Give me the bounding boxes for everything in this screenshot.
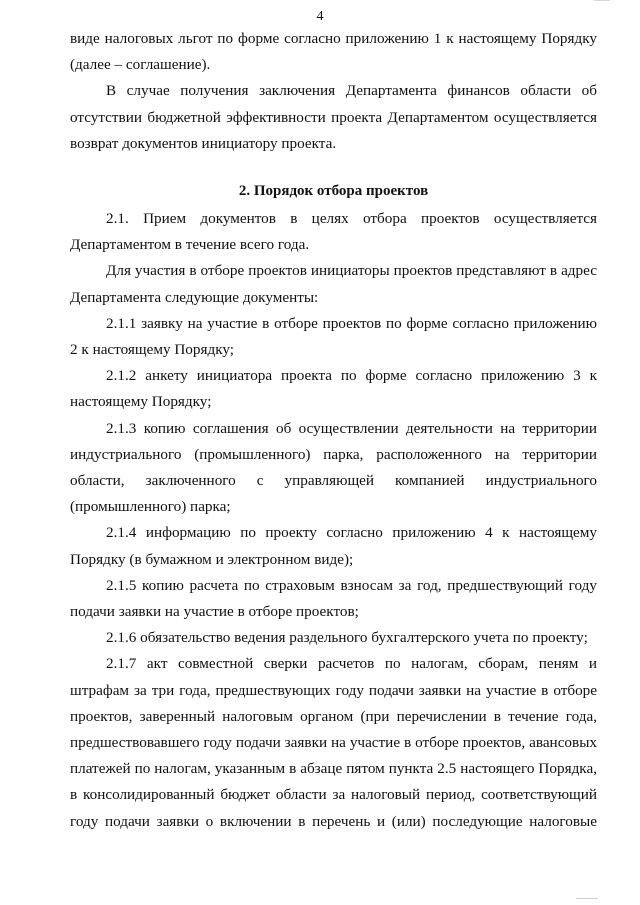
scan-artifact-bottom xyxy=(576,898,598,899)
paragraph-2-1-3: 2.1.3 копию соглашения об осуществлении деятельности на территории индустриального (промышленного) парка, расположенного на территории области, заключенного с управляющей компанией индустриального (промышленного) парка; xyxy=(70,419,597,516)
paragraph-continuation: виде налоговых льгот по форме согласно приложению 1 к настоящему Порядку (далее – соглашение). xyxy=(70,30,597,74)
paragraph-2-1-5: 2.1.5 копию расчета по страховым взносам за год, предшествующий году подачи заявки на участие в отборе проектов; xyxy=(70,576,597,621)
paragraph-2-1-2: 2.1.2 анкету инициатора проекта по форме согласно приложению 3 к настоящему Порядку; xyxy=(70,367,597,411)
paragraph-2-1-4: 2.1.4 информацию по проекту согласно приложению 4 к настоящему Порядку (в бумажном и электронном виде); xyxy=(70,524,597,568)
paragraph-2-1-6: 2.1.6 обязательство ведения раздельного бухгалтерского учета по проекту; xyxy=(106,629,588,647)
paragraph-2-1: 2.1. Прием документов в целях отбора проектов осуществляется Департаментом в течение всего года. xyxy=(70,210,597,254)
page-number: 4 xyxy=(316,9,324,24)
paragraph-2-1-1: 2.1.1 заявку на участие в отборе проектов по форме согласно приложению 2 к настоящему Порядку; xyxy=(70,314,597,359)
scan-artifact-top xyxy=(594,0,610,1)
section-heading: 2. Порядок отбора проектов xyxy=(238,183,429,200)
paragraph-documents-intro: Для участия в отборе проектов инициаторы проектов представляют в адрес Департамента следующие документы: xyxy=(70,262,597,306)
paragraph-2-1-7: 2.1.7 акт совместной сверки расчетов по налогам, сборам, пеням и штрафам за три года, предшествующих году подачи заявки на участие в отборе проектов, заверенный налоговым органом (при перечислении в течение года, предшествовавшего году подачи заявки на участие в отборе проектов, авансовых платежей по налогам, указанным в абзаце пятом пункта 2.5 настоящего Порядка, в консолидированный бюджет области за налоговый период, соответствующий году подачи заявки о включении в перечень и (или) последующие налоговые xyxy=(70,655,597,830)
paragraph-refusal: В случае получения заключения Департамента финансов области об отсутствии бюджетной эффективности проекта Департаментом осуществляется возврат документов инициатору проекта. xyxy=(70,82,597,152)
document-body xyxy=(70,26,597,835)
